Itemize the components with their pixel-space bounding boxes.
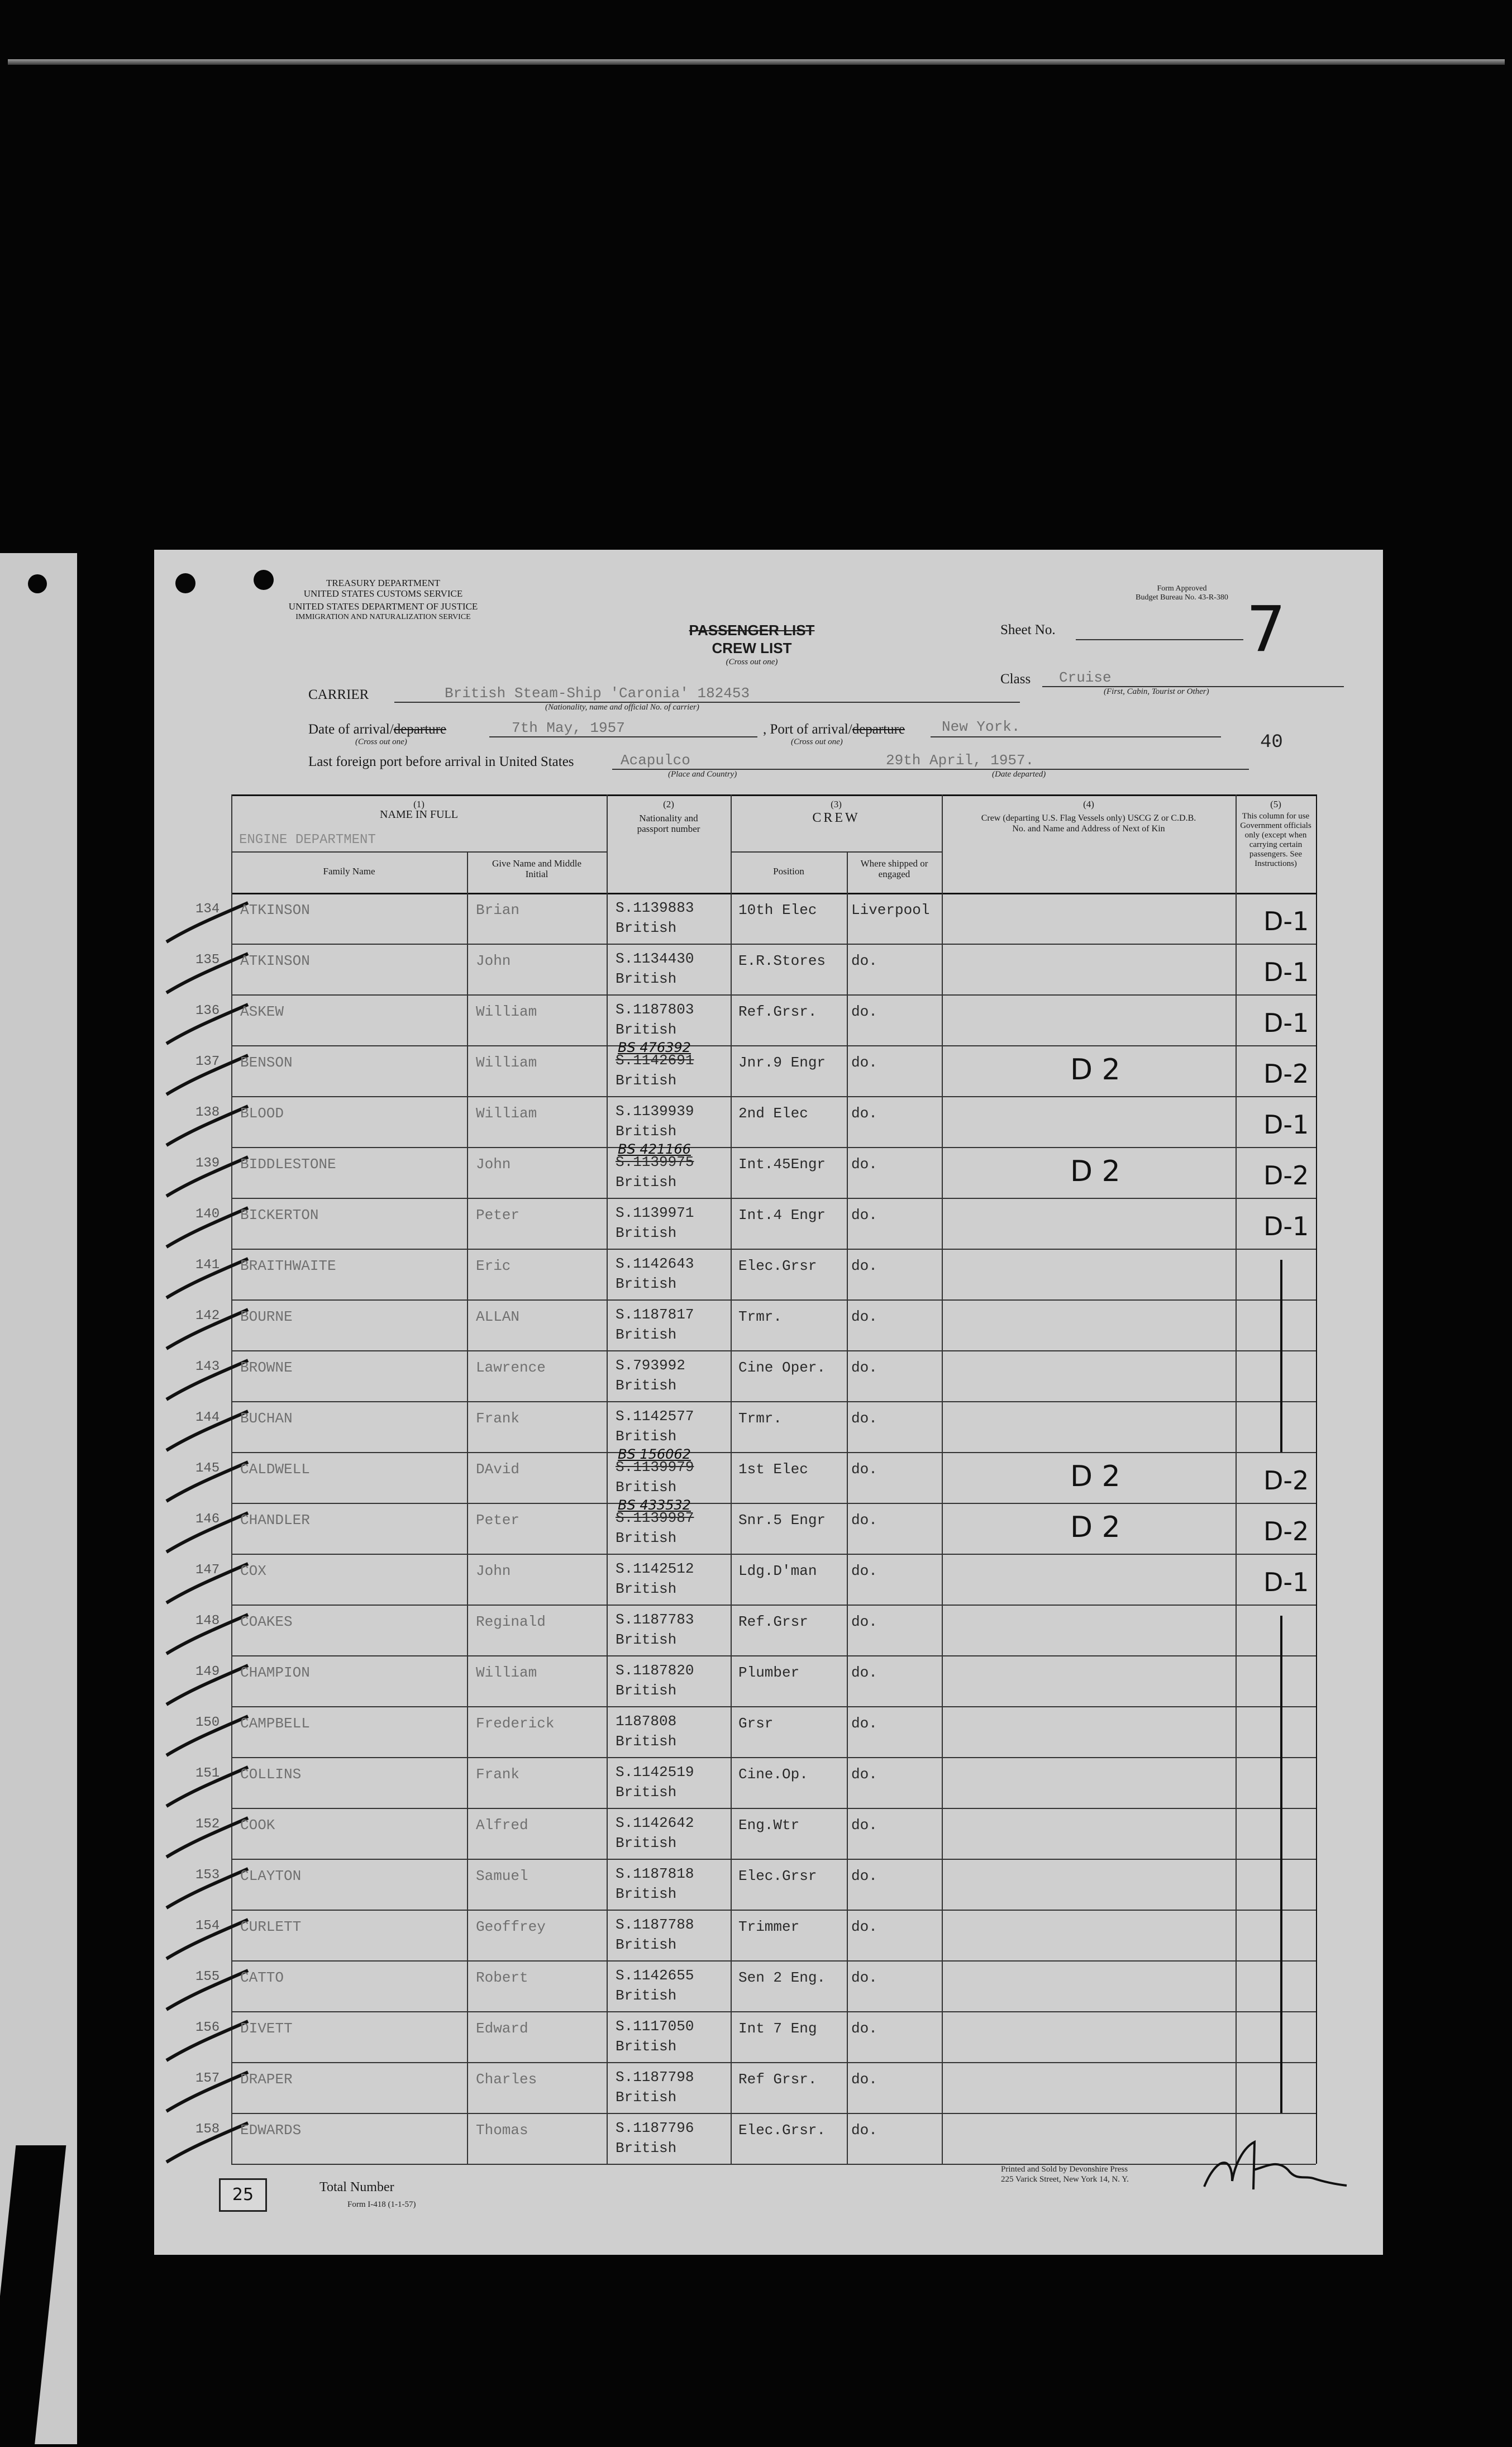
passport-number: S.1187798: [616, 2069, 694, 2086]
position: Ref Grsr.: [738, 2071, 817, 2088]
position: Elec.Grsr.: [738, 2122, 826, 2139]
official-note: D-1: [1263, 906, 1309, 936]
position: Snr.5 Engr: [738, 1512, 826, 1529]
family-name: BLOOD: [240, 1105, 284, 1122]
col1-header: (1) NAME IN FULL: [380, 799, 458, 821]
passport-number: S.1142655: [616, 1967, 694, 1984]
given-name: Frederick: [476, 1715, 555, 1732]
tally-mark: [159, 1254, 254, 1305]
row-number: 147: [195, 1563, 220, 1578]
nationality: British: [616, 1428, 677, 1445]
official-note: D-1: [1263, 1211, 1309, 1241]
official-note: D-2: [1263, 1465, 1309, 1496]
given-name: Samuel: [476, 1868, 528, 1884]
departure-date-value: 29th April, 1957.: [886, 752, 1034, 769]
where-shipped: do.: [851, 1817, 877, 1834]
table-row: [154, 1757, 1316, 1808]
where-shipped: do.: [851, 1664, 877, 1681]
family-name: COAKES: [240, 1613, 293, 1630]
row-number: 144: [195, 1410, 220, 1425]
passport-handwritten: BS 476392: [618, 1040, 691, 1055]
family-name: BOURNE: [240, 1308, 293, 1325]
family-name: COX: [240, 1563, 266, 1579]
col5-header: (5) This column for use Government officials only (except when carrying certain passengers. See Instructions): [1240, 799, 1311, 868]
passport-number: S.1139971: [616, 1205, 694, 1221]
position: Cine.Op.: [738, 1766, 808, 1783]
family-name: COOK: [240, 1817, 275, 1834]
passport-handwritten: BS 156062: [618, 1446, 691, 1462]
where-shipped: do.: [851, 1868, 877, 1884]
tally-mark: [159, 1458, 254, 1508]
punch-hole: [28, 574, 47, 593]
row-number: 153: [195, 1868, 220, 1883]
table-row: [154, 1401, 1316, 1452]
given-name: Reginald: [476, 1613, 546, 1630]
given-name: William: [476, 1054, 537, 1071]
passport-number: S.793992: [616, 1357, 685, 1374]
total-number-label: Total Number: [319, 2180, 394, 2194]
class-value: Cruise: [1059, 669, 1112, 686]
family-name: ASKEW: [240, 1003, 284, 1020]
tally-mark: [159, 1610, 254, 1660]
tally-mark: [159, 1966, 254, 2016]
family-name: CATTO: [240, 1969, 284, 1986]
where-shipped: do.: [851, 1156, 877, 1173]
tally-mark: [159, 1763, 254, 1813]
where-shipped: Liverpool: [851, 902, 930, 918]
row-number: 154: [195, 1918, 220, 1934]
given-name: Thomas: [476, 2122, 528, 2139]
nationality: British: [616, 1580, 677, 1597]
official-note: D-2: [1263, 1516, 1309, 1546]
row-number: 136: [195, 1003, 220, 1018]
tally-mark: [159, 1407, 254, 1457]
official-note: D-1: [1263, 1008, 1309, 1038]
tally-mark: [159, 1661, 254, 1711]
where-shipped: do.: [851, 1715, 877, 1732]
passport-handwritten: BS 421166: [618, 1141, 691, 1157]
row-number: 139: [195, 1156, 220, 1171]
row-number: 145: [195, 1461, 220, 1476]
department-label: ENGINE DEPARTMENT: [239, 832, 376, 848]
given-name: Frank: [476, 1766, 520, 1783]
given-name: Peter: [476, 1512, 520, 1529]
position: Int.4 Engr: [738, 1207, 826, 1224]
arrival-date-value: 7th May, 1957: [512, 720, 625, 736]
tally-mark: [159, 1915, 254, 1965]
form-approval: Form Approved Budget Bureau No. 43-R-380: [1136, 584, 1228, 602]
row-number: 150: [195, 1715, 220, 1730]
passport-number: S.1142519: [616, 1764, 694, 1780]
where-shipped: do.: [851, 1258, 877, 1274]
nationality: British: [616, 970, 677, 987]
table-row: [154, 1960, 1316, 2011]
tally-mark: [159, 1102, 254, 1152]
table-row: [154, 1808, 1316, 1859]
tally-mark: [159, 1559, 254, 1610]
next-of-kin-note: D 2: [1070, 1511, 1120, 1544]
row-number: 137: [195, 1054, 220, 1069]
where-shipped: do.: [851, 1969, 877, 1986]
table-row: [154, 1096, 1316, 1147]
position: Trmr.: [738, 1410, 783, 1427]
next-of-kin-note: D 2: [1070, 1053, 1120, 1087]
tally-mark: [159, 1508, 254, 1559]
tally-mark: [159, 2017, 254, 2067]
family-name: DRAPER: [240, 2071, 293, 2088]
position: Cine Oper.: [738, 1359, 826, 1376]
table-row: [154, 2113, 1316, 2164]
where-shipped: do.: [851, 1003, 877, 1020]
passport-number: S.1187796: [616, 2120, 694, 2136]
count-annotation: 40: [1260, 732, 1283, 753]
family-name: CHANDLER: [240, 1512, 310, 1529]
family-name: CALDWELL: [240, 1461, 310, 1478]
next-of-kin-note: D 2: [1070, 1460, 1120, 1493]
family-name: BENSON: [240, 1054, 293, 1071]
where-shipped: do.: [851, 1613, 877, 1630]
table-row: [154, 1141, 1316, 1198]
family-name: DIVETT: [240, 2020, 293, 2037]
row-number: 157: [195, 2071, 220, 2086]
table-row: [154, 1350, 1316, 1401]
adjacent-page-edge: [0, 553, 77, 2444]
film-edge-line: [8, 59, 1505, 65]
nationality: British: [616, 1733, 677, 1750]
table-row: [154, 1040, 1316, 1096]
passport-number: S.1187803: [616, 1001, 694, 1018]
where-shipped: do.: [851, 1105, 877, 1122]
passport-number: S.1187817: [616, 1306, 694, 1323]
nationality: British: [616, 1174, 677, 1191]
position: Ldg.D'man: [738, 1563, 817, 1579]
sheet-label: Sheet No.: [1000, 622, 1056, 637]
last-port-value: Acapulco: [621, 752, 690, 769]
col3-header: (3) CREW: [812, 799, 860, 825]
given-name: Geoffrey: [476, 1918, 546, 1935]
where-shipped-header: Where shipped or engaged: [860, 858, 928, 879]
crew-list-form: TREASURY DEPARTMENT UNITED STATES CUSTOMS SERVICE UNITED STATES DEPARTMENT OF JUSTICE IMMIGRATION AND NATURALIZATION SERVICE Form Approved Budget Bureau No. 43-R-380 PASSENGER LIST CREW LIST (Cross out one) Sheet No. 7 Class Cruise (First, Cabin, Tourist or Other) CARRIER British Steam-Ship 'Caronia' 182453 (Nationality, name and official No. of carrier) Date of arrival/departure 7th May, 1957 (Cross out one) , Port of arrival/departure New York. (Cross out one) 40 Last foreign port before arrival in United States Acapulco (Place and Country) 29th April, 1957. (Date departed) (1) NAME IN FULL ENGINE DEPARTMENT Family Name Give Name and Middle Initial (2) Nationality and passport number (3) CREW Position Where shipped or engaged (4) Crew (departing U.S. Flag Vessels only) USCG Z or C.D.B. No. and Name and Address of Next of Kin (5) This column for use Government officials only (except when carrying certain passengers. See Instructions) 134 ATKINSON Brian S.1139883 British 10th Elec Liverpool D-1 135 ATKINSON John S.1134430 British E.R.Stores do. D-1 136 ASKEW William S.1187803 British Ref.Grsr. do. D-1 137 BENSON William S.1142691 British BS 476392 Jnr.9 Engr do. D 2 D-2 138 BLOOD William S.1139939 British 2nd Elec do. D-1 139 BIDDLESTONE John S.1139975 British BS 421166 Int.45Engr do. D 2 D-2 140 BICKERTON Peter S.1139971 British Int.4 Engr do. D-1 141 BRAITHWAITE Eric S.1142643 British Elec.Grsr do. 142 BOURNE ALLAN S.1187817 British Trmr. do. 143 BROWNE Lawrence S.793992 British Cine Oper. do. 144 BUCHAN Frank S.1142577 British Trmr. do. 145 CALDWELL DAvid S.1139979 British BS 156062 1st Elec do. D 2 D-2 146 CHANDLER Peter S.1139987 British BS 433532 Snr.5 Engr do. D 2 D-2 147 COX John S.1142512 British Ldg.D'man do. D-1 148 COAKES Reginald S.1187783 British Ref.Grsr do. 149 CHAMPION William S.1187820 British Plumber do. 150 CAMPBELL Frederick 1187808 British Grsr do. 151 COLLINS Frank S.1142519 British Cine.Op. do. 152 COOK Alfred S.1142642 British Eng.Wtr do. 153 CLAYTON Samuel S.1187818 British Elec.Grsr do. 154 CURLETT Geoffrey S.1187788 British Trimmer do. 155 CATTO Robert S.1142655 British Sen 2 Eng. do. 156 DIVETT Edward S.1117050 British Int 7 Eng do. 157 DRAPER Charles S.1187798 British Ref Grsr. do. 158 EDWARDS Thomas S.1187796 British Elec.Grsr. do. 25 Total Number Form I-418 (1-1-57) Printed and Sold by Devonshire Press 225 Varick Street, New York 14, N. Y.: [154, 550, 1383, 2255]
table-row: [154, 1198, 1316, 1249]
passport-number: S.1139987: [616, 1510, 694, 1526]
where-shipped: do.: [851, 1918, 877, 1935]
where-shipped: do.: [851, 1359, 877, 1376]
tally-mark: [159, 2118, 254, 2169]
row-number: 141: [195, 1258, 220, 1273]
where-shipped: do.: [851, 1766, 877, 1783]
tally-mark: [159, 1813, 254, 1864]
where-shipped: do.: [851, 2071, 877, 2088]
position: 10th Elec: [738, 902, 817, 918]
official-note: D-1: [1263, 957, 1309, 987]
tally-mark: [159, 1153, 254, 1203]
row-number: 134: [195, 902, 220, 917]
table-row: [154, 1249, 1316, 1299]
nationality: British: [616, 1530, 677, 1546]
given-name: Brian: [476, 902, 520, 918]
nationality: British: [616, 2038, 677, 2055]
nationality: British: [616, 1326, 677, 1343]
position: Grsr: [738, 1715, 774, 1732]
given-name: William: [476, 1664, 537, 1681]
row-number: 142: [195, 1308, 220, 1324]
table-row: [154, 1554, 1316, 1605]
nationality: British: [616, 1072, 677, 1089]
family-name: CLAYTON: [240, 1868, 302, 1884]
given-name: Lawrence: [476, 1359, 546, 1376]
passport-number: S.1187818: [616, 1865, 694, 1882]
position: 1st Elec: [738, 1461, 808, 1478]
family-name: BROWNE: [240, 1359, 293, 1376]
nationality: British: [616, 1784, 677, 1801]
family-name: BUCHAN: [240, 1410, 293, 1427]
passport-number: S.1139975: [616, 1154, 694, 1170]
tally-mark: [159, 1203, 254, 1254]
nationality: British: [616, 1631, 677, 1648]
table-row: [154, 2062, 1316, 2113]
table-row: [154, 944, 1316, 994]
position: Int 7 Eng: [738, 2020, 817, 2037]
family-name: BICKERTON: [240, 1207, 319, 1224]
last-port-label: Last foreign port before arrival in United States: [308, 754, 574, 769]
position: Trmr.: [738, 1308, 783, 1325]
position: Plumber: [738, 1664, 800, 1681]
family-name: ATKINSON: [240, 953, 310, 969]
given-name: Robert: [476, 1969, 528, 1986]
arrival-date-label: Date of arrival/departure: [308, 722, 447, 737]
tally-mark: [159, 1051, 254, 1101]
given-name: John: [476, 953, 511, 969]
family-name: COLLINS: [240, 1766, 302, 1783]
where-shipped: do.: [851, 1461, 877, 1478]
passport-number: S.1142642: [616, 1815, 694, 1831]
row-number: 143: [195, 1359, 220, 1374]
family-name-header: Family Name: [323, 866, 375, 877]
passport-number: S.1139939: [616, 1103, 694, 1120]
passport-number: S.1142691: [616, 1052, 694, 1069]
total-number-box: 25: [219, 2178, 267, 2212]
row-number: 155: [195, 1969, 220, 1984]
printer-credit: Printed and Sold by Devonshire Press 225 Varick Street, New York 14, N. Y.: [1001, 2165, 1129, 2184]
passport-number: S.1187788: [616, 1916, 694, 1933]
position: Eng.Wtr: [738, 1817, 800, 1834]
passport-number: S.1117050: [616, 2018, 694, 2035]
row-number: 140: [195, 1207, 220, 1222]
given-name: Peter: [476, 1207, 520, 1224]
tally-mark: [159, 1712, 254, 1762]
row-number: 151: [195, 1766, 220, 1781]
row-number: 152: [195, 1817, 220, 1832]
table-row: [154, 1859, 1316, 1910]
nationality: British: [616, 1479, 677, 1496]
list-type: PASSENGER LIST CREW LIST (Cross out one): [689, 622, 815, 667]
nationality: British: [616, 2140, 677, 2156]
passport-number: S.1187783: [616, 1611, 694, 1628]
where-shipped: do.: [851, 1512, 877, 1529]
row-number: 158: [195, 2122, 220, 2137]
position: Int.45Engr: [738, 1156, 826, 1173]
table-row: [154, 994, 1316, 1045]
tally-mark: [159, 1864, 254, 1915]
tally-mark: [159, 2068, 254, 2118]
position: Elec.Grsr: [738, 1258, 817, 1274]
family-name: EDWARDS: [240, 2122, 302, 2139]
given-name: Frank: [476, 1410, 520, 1427]
sheet-number: 7: [1246, 593, 1286, 666]
position: Trimmer: [738, 1918, 800, 1935]
table-row: [154, 893, 1316, 944]
tally-mark: [159, 1356, 254, 1406]
table-row: [154, 1655, 1316, 1706]
given-name: William: [476, 1105, 537, 1122]
nationality: British: [616, 1886, 677, 1902]
official-note: D-1: [1263, 1110, 1309, 1140]
table-row: [154, 1299, 1316, 1350]
official-signature: [1193, 2136, 1355, 2203]
given-name-header: Give Name and Middle Initial: [492, 858, 582, 879]
nationality: British: [616, 1835, 677, 1851]
official-note: D-1: [1263, 1567, 1309, 1597]
given-name: William: [476, 1003, 537, 1020]
nationality: British: [616, 1225, 677, 1241]
row-number: 156: [195, 2020, 220, 2035]
position: 2nd Elec: [738, 1105, 808, 1122]
nationality: British: [616, 920, 677, 936]
table-row: [154, 1497, 1316, 1554]
class-label: Class: [1000, 672, 1031, 687]
nationality: British: [616, 1682, 677, 1699]
passport-number: S.1139883: [616, 899, 694, 916]
tally-mark: [159, 1305, 254, 1355]
agency-header: TREASURY DEPARTMENT UNITED STATES CUSTOMS SERVICE UNITED STATES DEPARTMENT OF JUSTICE IMMIGRATION AND NATURALIZATION SERVICE: [288, 578, 478, 621]
row-number: 135: [195, 953, 220, 968]
where-shipped: do.: [851, 2122, 877, 2139]
nationality: British: [616, 1987, 677, 2004]
col2-header: (2) Nationality and passport number: [637, 799, 700, 834]
where-shipped: do.: [851, 2020, 877, 2037]
next-of-kin-note: D 2: [1070, 1155, 1120, 1188]
official-note: D-2: [1263, 1160, 1309, 1191]
port-label: , Port of arrival/departure: [763, 722, 905, 737]
given-name: ALLAN: [476, 1308, 520, 1325]
passport-handwritten: BS 433532: [618, 1497, 691, 1513]
position: Ref.Grsr.: [738, 1003, 817, 1020]
passport-number: S.1139979: [616, 1459, 694, 1475]
table-row: [154, 1706, 1316, 1757]
where-shipped: do.: [851, 953, 877, 969]
passport-number: 1187808: [616, 1713, 677, 1730]
passport-number: S.1142512: [616, 1560, 694, 1577]
given-name: Alfred: [476, 1817, 528, 1834]
nationality: British: [616, 2089, 677, 2106]
form-number: Form I-418 (1-1-57): [347, 2200, 416, 2209]
given-name: Charles: [476, 2071, 537, 2088]
position: Elec.Grsr: [738, 1868, 817, 1884]
tally-mark: [159, 898, 254, 949]
table-row: [154, 1910, 1316, 1960]
family-name: BRAITHWAITE: [240, 1258, 336, 1274]
punch-hole: [175, 573, 195, 593]
family-name: CURLETT: [240, 1918, 302, 1935]
passport-number: S.1187820: [616, 1662, 694, 1679]
table-row: [154, 1605, 1316, 1655]
passport-number: S.1142643: [616, 1255, 694, 1272]
nationality: British: [616, 1936, 677, 1953]
tally-mark: [159, 1000, 254, 1050]
position: Sen 2 Eng.: [738, 1969, 826, 1986]
family-name: CAMPBELL: [240, 1715, 310, 1732]
passport-number: S.1134430: [616, 950, 694, 967]
tally-mark: [159, 949, 254, 999]
family-name: ATKINSON: [240, 902, 310, 918]
given-name: John: [476, 1156, 511, 1173]
nationality: British: [616, 1275, 677, 1292]
passport-number: S.1142577: [616, 1408, 694, 1425]
where-shipped: do.: [851, 1054, 877, 1071]
nationality: British: [616, 1021, 677, 1038]
position: E.R.Stores: [738, 953, 826, 969]
table-row: [154, 1446, 1316, 1503]
official-note: D-2: [1263, 1059, 1309, 1089]
given-name: John: [476, 1563, 511, 1579]
row-number: 146: [195, 1512, 220, 1527]
row-number: 148: [195, 1613, 220, 1629]
col4-header: (4) Crew (departing U.S. Flag Vessels only) USCG Z or C.D.B. No. and Name and Address of Next of Kin: [981, 799, 1196, 834]
nationality: British: [616, 1123, 677, 1140]
where-shipped: do.: [851, 1308, 877, 1325]
position: Ref.Grsr: [738, 1613, 808, 1630]
position-header: Position: [773, 866, 804, 877]
bracket-line: [1280, 1260, 1282, 1452]
family-name: CHAMPION: [240, 1664, 310, 1681]
family-name: BIDDLESTONE: [240, 1156, 336, 1173]
carrier-value: British Steam-Ship 'Caronia' 182453: [445, 685, 750, 702]
port-value: New York.: [942, 718, 1020, 735]
row-number: 149: [195, 1664, 220, 1679]
row-number: 138: [195, 1105, 220, 1120]
given-name: DAvid: [476, 1461, 520, 1478]
given-name: Edward: [476, 2020, 528, 2037]
carrier-label: CARRIER: [308, 687, 369, 702]
where-shipped: do.: [851, 1207, 877, 1224]
table-row: [154, 2011, 1316, 2062]
where-shipped: do.: [851, 1410, 877, 1427]
nationality: British: [616, 1377, 677, 1394]
where-shipped: do.: [851, 1563, 877, 1579]
given-name: Eric: [476, 1258, 511, 1274]
position: Jnr.9 Engr: [738, 1054, 826, 1071]
bracket-line: [1280, 1616, 1282, 2113]
